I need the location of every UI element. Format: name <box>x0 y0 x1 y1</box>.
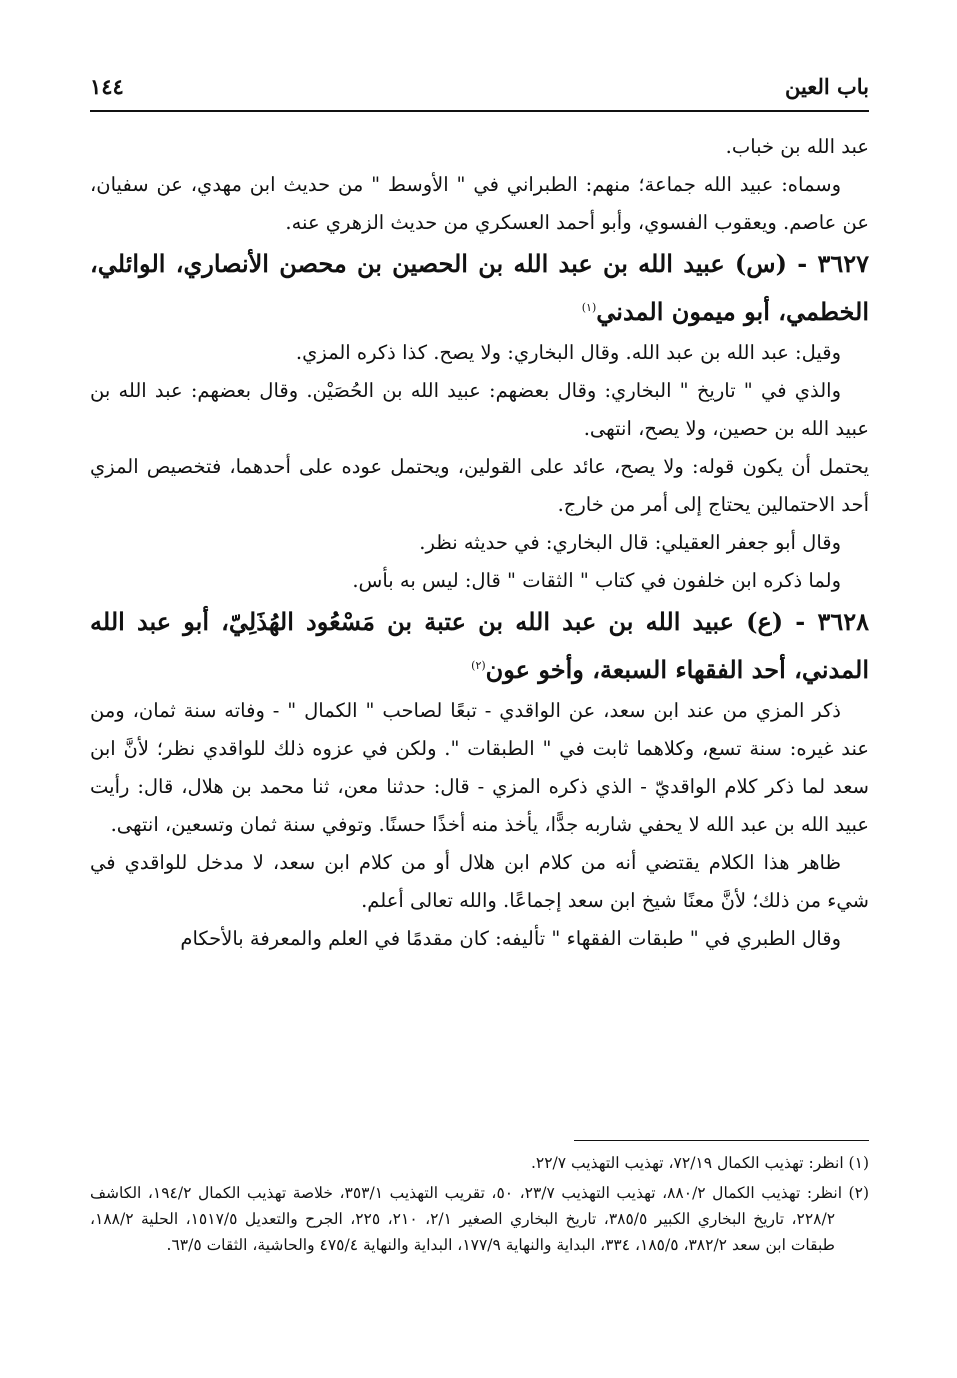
entry-heading-3628 <box>90 600 869 692</box>
paragraph: وقيل: عبد الله بن عبد الله. وقال البخاري: ولا يصح. كذا ذكره المزي. <box>295 341 841 364</box>
paragraph: ظاهر هذا الكلام يقتضي أنه من كلام ابن هلال أو من كلام ابن سعد، لا مدخل للواقدي في شيء من ذلك؛ لأنَّ معنًا شيخ ابن سعد إجماعًا. والله تعالى أعلم. <box>90 851 869 912</box>
paragraph: يحتمل أن يكون قوله: ولا يصح، عائد على القولين، ويحتمل عوده على أحدهما، فتخصيص المزي أحد الاحتمالين يحتاج إلى أمر من خارج. <box>90 455 869 516</box>
footnotes <box>90 1150 869 1262</box>
entry-heading-text: ٣٦٢٨ - (ع) عبيد الله بن عبد الله بن عتبة بن مَسْعُود الهُذَلِيّ، أبو عبد الله المدني، أحد الفقهاء السبعة، وأخو عون <box>90 607 869 684</box>
entry-heading-text: ٣٦٢٧ - (س) عبيد الله بن عبد الله بن الحصين بن محصن الأنصاري، الوائلي، الخطمي، أبو ميمون المدني <box>90 249 869 326</box>
page-number: ١٤٤ <box>90 74 124 99</box>
book-page <box>90 0 869 1378</box>
footnote-reference: (١) <box>581 301 597 314</box>
paragraph: والذي في " تاريخ " البخاري: وقال بعضهم: عبيد الله بن الحُصَيْن. وقال بعضهم: عبد الله بن عبيد الله بن حصين، ولا يصح، انتهى. <box>90 379 869 440</box>
paragraph: وقال أبو جعفر العقيلي: قال البخاري: في حديثه نظر. <box>419 531 841 554</box>
paragraph: ولما ذكره ابن خلفون في كتاب " الثقات " قال: ليس به بأس. <box>352 569 841 592</box>
footnote-1: (١) انظر: تهذيب الكمال ٧٢/١٩، تهذيب التهذيب ٢٢/٧. <box>530 1154 869 1172</box>
footnote-divider <box>574 1140 869 1141</box>
page-header <box>90 70 869 112</box>
paragraph: عبد الله بن خباب. <box>725 135 869 158</box>
footnote-reference: (٢) <box>471 659 486 672</box>
footnote-2: (٢) انظر: تهذيب الكمال ٨٨٠/٢، تهذيب التهذيب ٢٣/٧، ٥٠، تقريب التهذيب ٣٥٣/١، خلاصة تهذيب الكمال ١٩٤/٢، الكاشف ٢٢٨/٢، تاريخ البخاري الكبير ٣٨٥/٥، تاريخ البخاري الصغير ٢/١، ٢١٠، ٢٢٥، الجرح والتعديل ١٥١٧/٥، الحلية ١٨٨/٢، طبقات ابن سعد ٣٨٢/٢، ١٨٥/٥، ٣٣٤، البداية والنهاية ١٧٧/٩، البداية والنهاية ٤٧٥/٤ والحاشية، الثقات ٦٣/٥. <box>90 1184 869 1254</box>
paragraph: وقال الطبري في " طبقات الفقهاء " تأليفه: كان مقدمًا في العلم والمعرفة بالأحكام <box>180 927 841 950</box>
paragraph: وسماه: عبيد الله جماعة؛ منهم: الطبراني في " الأوسط " من حديث ابن مهدي، عن سفيان، عن عاصم. ويعقوب الفسوي، وأبو أحمد العسكري من حديث الزهري عنه. <box>90 173 869 234</box>
entry-heading-3627 <box>90 242 869 334</box>
running-title: باب العين <box>784 74 869 99</box>
main-text <box>90 128 869 958</box>
paragraph: ذكر المزي من عند ابن سعد، عن الواقدي - تبعًا لصاحب " الكمال " - وفاته سنة ثمان، ومن عند غيره: سنة تسع، وكلاهما ثابت في " الطبقات ". ولكن في عزوه ذلك للواقدي نظر؛ لأنَّ ابن سعد لما ذكر كلام الواقديّ - الذي ذكره المزي - قال: حدثنا معن، ثنا محمد بن هلال، قال: رأيت عبيد الله بن عبد الله لا يحفي شاربه جدًّا، يأخذ منه أخذًا حسنًا. وتوفي سنة ثمان وتسعين، انتهى. <box>90 699 869 836</box>
